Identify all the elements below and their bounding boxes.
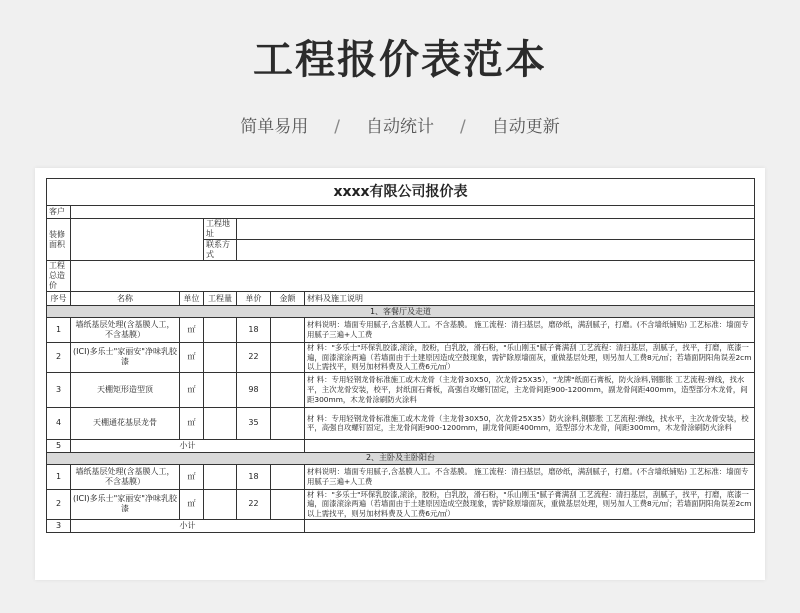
subtotal-label: 小计 [71, 519, 305, 532]
item-description: 材料说明：墙面专用腻子,含基膜人工。不含基膜。 施工流程：清扫基层，磨砂纸，满刮腻子，打磨。(不含墙纸铺贴) 工艺标准：墙面专用腻子三遍+人工费 [305, 318, 755, 343]
item-amount [271, 464, 305, 489]
subtotal-row [47, 439, 755, 452]
tag-separator: / [334, 117, 340, 137]
tag-easy: 简单易用 [240, 117, 309, 137]
item-unit: ㎡ [180, 407, 204, 439]
area-value[interactable] [71, 219, 204, 261]
address-value[interactable] [237, 219, 755, 240]
contact-value[interactable] [237, 240, 755, 261]
item-quantity[interactable] [204, 464, 237, 489]
item-name: 天棚通花基层龙骨 [71, 407, 180, 439]
table-row [47, 372, 755, 407]
section-title: 2、主卧及主卧阳台 [47, 452, 755, 464]
item-unit-price: 18 [237, 318, 271, 343]
section-header [47, 452, 755, 464]
col-header-price: 单价 [237, 292, 271, 306]
col-header-qty: 工程量 [204, 292, 237, 306]
row-description [305, 519, 755, 532]
item-name: 墙纸基层处理(含基膜人工，不含基膜） [71, 318, 180, 343]
col-header-name: 名称 [71, 292, 180, 306]
table-row [47, 407, 755, 439]
item-quantity[interactable] [204, 489, 237, 519]
col-header-desc: 材料及施工说明 [305, 292, 755, 306]
item-description: 材 料："多乐士"环保乳胶漆,滚涂，胶粉，白乳胶，滑石粉，"乐山刚玉"腻子膏满刮 工艺流程：清扫基层，刮腻子，找平，打磨，底漆一遍，面漆滚涂两遍（若墙面由于土建原因造成空鼓现象，需铲除原墙面灰，重做基层处理，则另加人工费8元/㎡；若墙面阴阳角误差2cm以上需找平，则另加材料费及人工费6元/㎡） [305, 343, 755, 373]
client-label: 客户 [47, 206, 71, 219]
tag-auto-update: 自动更新 [491, 117, 560, 137]
item-description: 材料说明：墙面专用腻子,含基膜人工。不含基膜。 施工流程：清扫基层，磨砂纸，满刮腻子，打磨。(不含墙纸铺贴) 工艺标准：墙面专用腻子三遍+人工费 [305, 464, 755, 489]
section-header [47, 306, 755, 318]
client-value[interactable] [71, 206, 755, 219]
item-description: 材 料："多乐士"环保乳胶漆,滚涂，胶粉，白乳胶，滑石粉，"乐山刚玉"腻子膏满刮 工艺流程：清扫基层，刮腻子，找平，打磨，底漆一遍，面漆滚涂两遍（若墙面由于土建原因造成空鼓现象，需铲除原墙面灰，重做基层处理，则另加人工费8元/㎡；若墙面阴阳角误差2cm以上需找平，则另加材料费及人工费6元/㎡） [305, 489, 755, 519]
col-header-amount: 金额 [271, 292, 305, 306]
col-header-no: 序号 [47, 292, 71, 306]
table-row [47, 343, 755, 373]
tag-auto-stats: 自动统计 [366, 117, 434, 137]
page-title: 工程报价表范本 [253, 37, 547, 83]
table-row [47, 318, 755, 343]
item-description: 材 料：专用轻钢龙骨标准施工或木龙骨（主龙骨30X50，次龙骨25X35），"龙牌"纸面石膏板，防火涂料,钢膨胀 工艺流程:弹线，找水平，主次龙骨安装，校平，封纸面石膏板，高强自攻螺钉固定，主龙骨间距900-1200mm，副龙骨间距400mm，造型部分木龙骨，间距300mm，木龙骨涂刷防火涂料 [305, 372, 755, 407]
item-description: 材 料：专用轻钢龙骨标准施工或木龙骨（主龙骨30X50，次龙骨25X35）防火涂料,钢膨胀 工艺流程:弹线，找水平，主次龙骨安装，校平，高强自攻螺钉固定，主龙骨间距900-1200mm，副龙骨间距400mm，造型部分木龙骨，间距300mm，木龙骨涂刷防火涂料 [305, 407, 755, 439]
item-unit: ㎡ [180, 343, 204, 373]
col-header-unit: 单位 [180, 292, 204, 306]
item-unit: ㎡ [180, 372, 204, 407]
row-number: 5 [47, 439, 71, 452]
contact-label: 联系方式 [204, 240, 237, 261]
row-number: 2 [47, 343, 71, 373]
item-amount [271, 318, 305, 343]
item-amount [271, 489, 305, 519]
row-number: 1 [47, 464, 71, 489]
item-unit-price: 98 [237, 372, 271, 407]
row-description [305, 439, 755, 452]
feature-tags [0, 112, 800, 137]
table-row [47, 464, 755, 489]
item-amount [271, 407, 305, 439]
item-unit-price: 22 [237, 343, 271, 373]
tag-separator: / [460, 117, 466, 137]
row-number: 1 [47, 318, 71, 343]
item-unit-price: 35 [237, 407, 271, 439]
item-unit: ㎡ [180, 489, 204, 519]
item-name: (ICI)多乐士"家丽安"净味乳胶漆 [71, 489, 180, 519]
row-number: 2 [47, 489, 71, 519]
item-amount [271, 343, 305, 373]
quote-table [46, 178, 755, 533]
address-label: 工程地址 [204, 219, 237, 240]
total-label: 工程总造价 [47, 261, 71, 292]
item-unit: ㎡ [180, 318, 204, 343]
item-amount [271, 372, 305, 407]
quote-sheet [35, 168, 765, 580]
item-name: 墙纸基层处理(含基膜人工，不含基膜） [71, 464, 180, 489]
section-title: 1、客餐厅及走道 [47, 306, 755, 318]
row-number: 3 [47, 519, 71, 532]
area-label: 装修面积 [47, 219, 71, 261]
subtotal-label: 小计 [71, 439, 305, 452]
sheet-title: xxxx有限公司报价表 [47, 179, 755, 206]
row-number: 3 [47, 372, 71, 407]
item-unit: ㎡ [180, 464, 204, 489]
table-row [47, 489, 755, 519]
total-value[interactable] [71, 261, 755, 292]
item-name: 天棚矩形造型顶 [71, 372, 180, 407]
item-unit-price: 18 [237, 464, 271, 489]
item-unit-price: 22 [237, 489, 271, 519]
item-quantity[interactable] [204, 372, 237, 407]
item-quantity[interactable] [204, 343, 237, 373]
item-quantity[interactable] [204, 407, 237, 439]
item-name: (ICI)多乐士"家丽安"净味乳胶漆 [71, 343, 180, 373]
item-quantity[interactable] [204, 318, 237, 343]
row-number: 4 [47, 407, 71, 439]
subtotal-row [47, 519, 755, 532]
